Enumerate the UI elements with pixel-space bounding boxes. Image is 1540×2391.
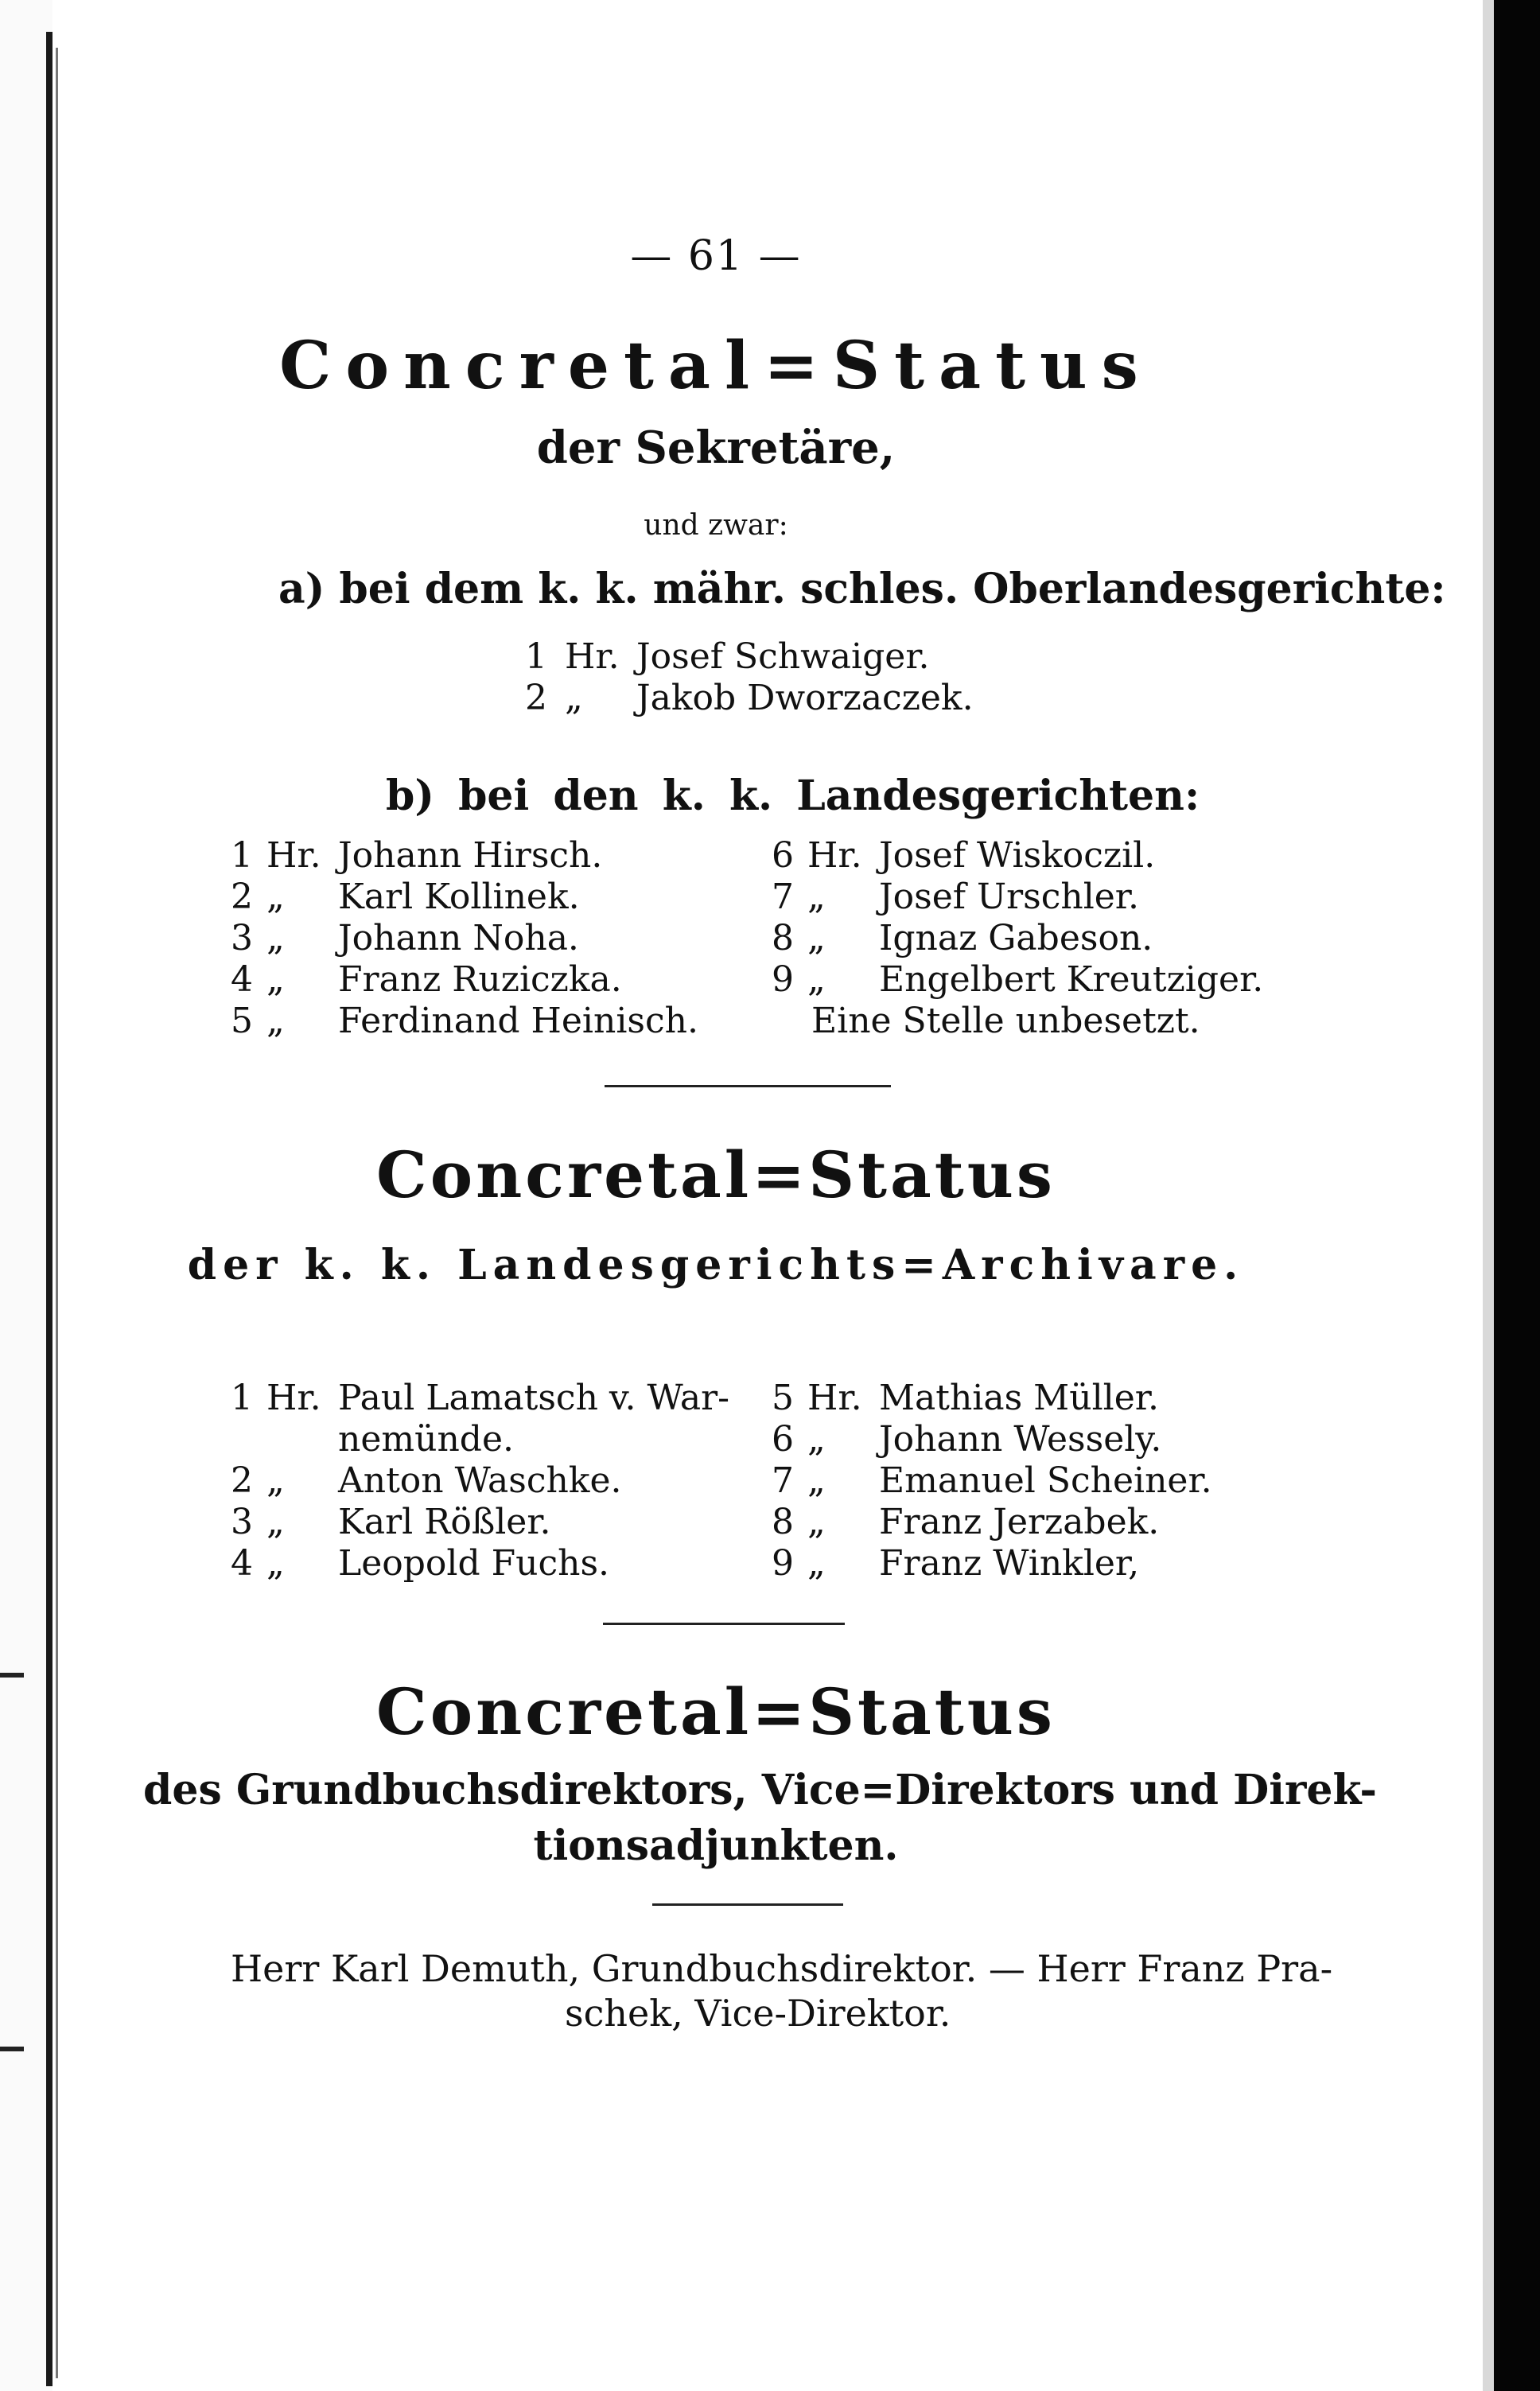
list-item: 5 Hr. Mathias Müller. <box>772 1378 1159 1418</box>
section1-a-heading: a) bei dem k. k. mähr. schles. Oberlandesgerichte: <box>278 565 1446 613</box>
scan-binding-line-inner <box>56 48 58 2378</box>
list-item: 7 „ Emanuel Scheiner. <box>772 1460 1212 1501</box>
section3-text-line1: Herr Karl Demuth, Grundbuchsdirektor. — Herr Franz Pra- <box>231 1947 1333 1990</box>
section1-intro: und zwar: <box>644 509 788 542</box>
list-item: 3 „ Johann Noha. <box>231 918 579 958</box>
list-item: 3 „ Karl Rößler. <box>231 1502 551 1542</box>
list-item: 6 Hr. Josef Wiskoczil. <box>772 835 1156 876</box>
list-item: 9 „ Engelbert Kreutziger. <box>772 959 1264 1000</box>
section2-title: Concretal=Status <box>376 1137 1056 1212</box>
section-divider <box>652 1903 843 1906</box>
list-item: 5 „ Ferdinand Heinisch. <box>231 1001 698 1041</box>
scan-right-gap <box>1483 0 1494 2391</box>
list-item: 4 „ Franz Ruziczka. <box>231 959 622 1000</box>
page-number: — 61 — <box>630 232 802 280</box>
list-item: 6 „ Johann Wessely. <box>772 1419 1162 1460</box>
vacancy-note: Eine Stelle unbesetzt. <box>811 1001 1200 1041</box>
section1-b-heading: b) bei den k. k. Landesgerichten: <box>386 772 1200 820</box>
section3-title: Concretal=Status <box>376 1674 1056 1749</box>
section2-subtitle: der k. k. Landesgerichts=Archivare. <box>187 1241 1245 1289</box>
list-item: 8 „ Franz Jerzabek. <box>772 1502 1160 1542</box>
section3-text-line2: schek, Vice-Direktor. <box>565 1992 951 2035</box>
scan-mark <box>0 1673 24 1678</box>
document-page <box>143 0 1446 2391</box>
list-item: 1 Hr. Josef Schwaiger. <box>525 636 930 677</box>
list-item: 8 „ Ignaz Gabeson. <box>772 918 1153 958</box>
list-item: 7 „ Josef Urschler. <box>772 877 1139 917</box>
section-divider <box>603 1623 845 1625</box>
scan-right-edge <box>1494 0 1540 2391</box>
list-item: 4 „ Leopold Fuchs. <box>231 1543 610 1584</box>
list-item: 2 „ Anton Waschke. <box>231 1460 622 1501</box>
scan-left-margin <box>0 0 52 2391</box>
list-item: 2 „ Karl Kollinek. <box>231 877 580 917</box>
section-divider <box>605 1085 891 1087</box>
scan-mark <box>0 2047 24 2051</box>
list-item: nemünde. <box>338 1419 514 1460</box>
list-item: 2 „ Jakob Dworzaczek. <box>525 678 974 718</box>
list-item: 1 Hr. Johann Hirsch. <box>231 835 603 876</box>
list-item: 1 Hr. Paul Lamatsch v. War- <box>231 1378 730 1418</box>
section1-subtitle: der Sekretäre, <box>536 422 896 474</box>
section3-subtitle-line1: des Grundbuchsdirektors, Vice=Direktors und Direk- <box>143 1766 1377 1814</box>
section1-title: Concretal=Status <box>279 328 1153 404</box>
list-item: 9 „ Franz Winkler, <box>772 1543 1140 1584</box>
section3-subtitle-line2: tionsadjunkten. <box>533 1821 899 1870</box>
scan-binding-line <box>46 32 52 2386</box>
